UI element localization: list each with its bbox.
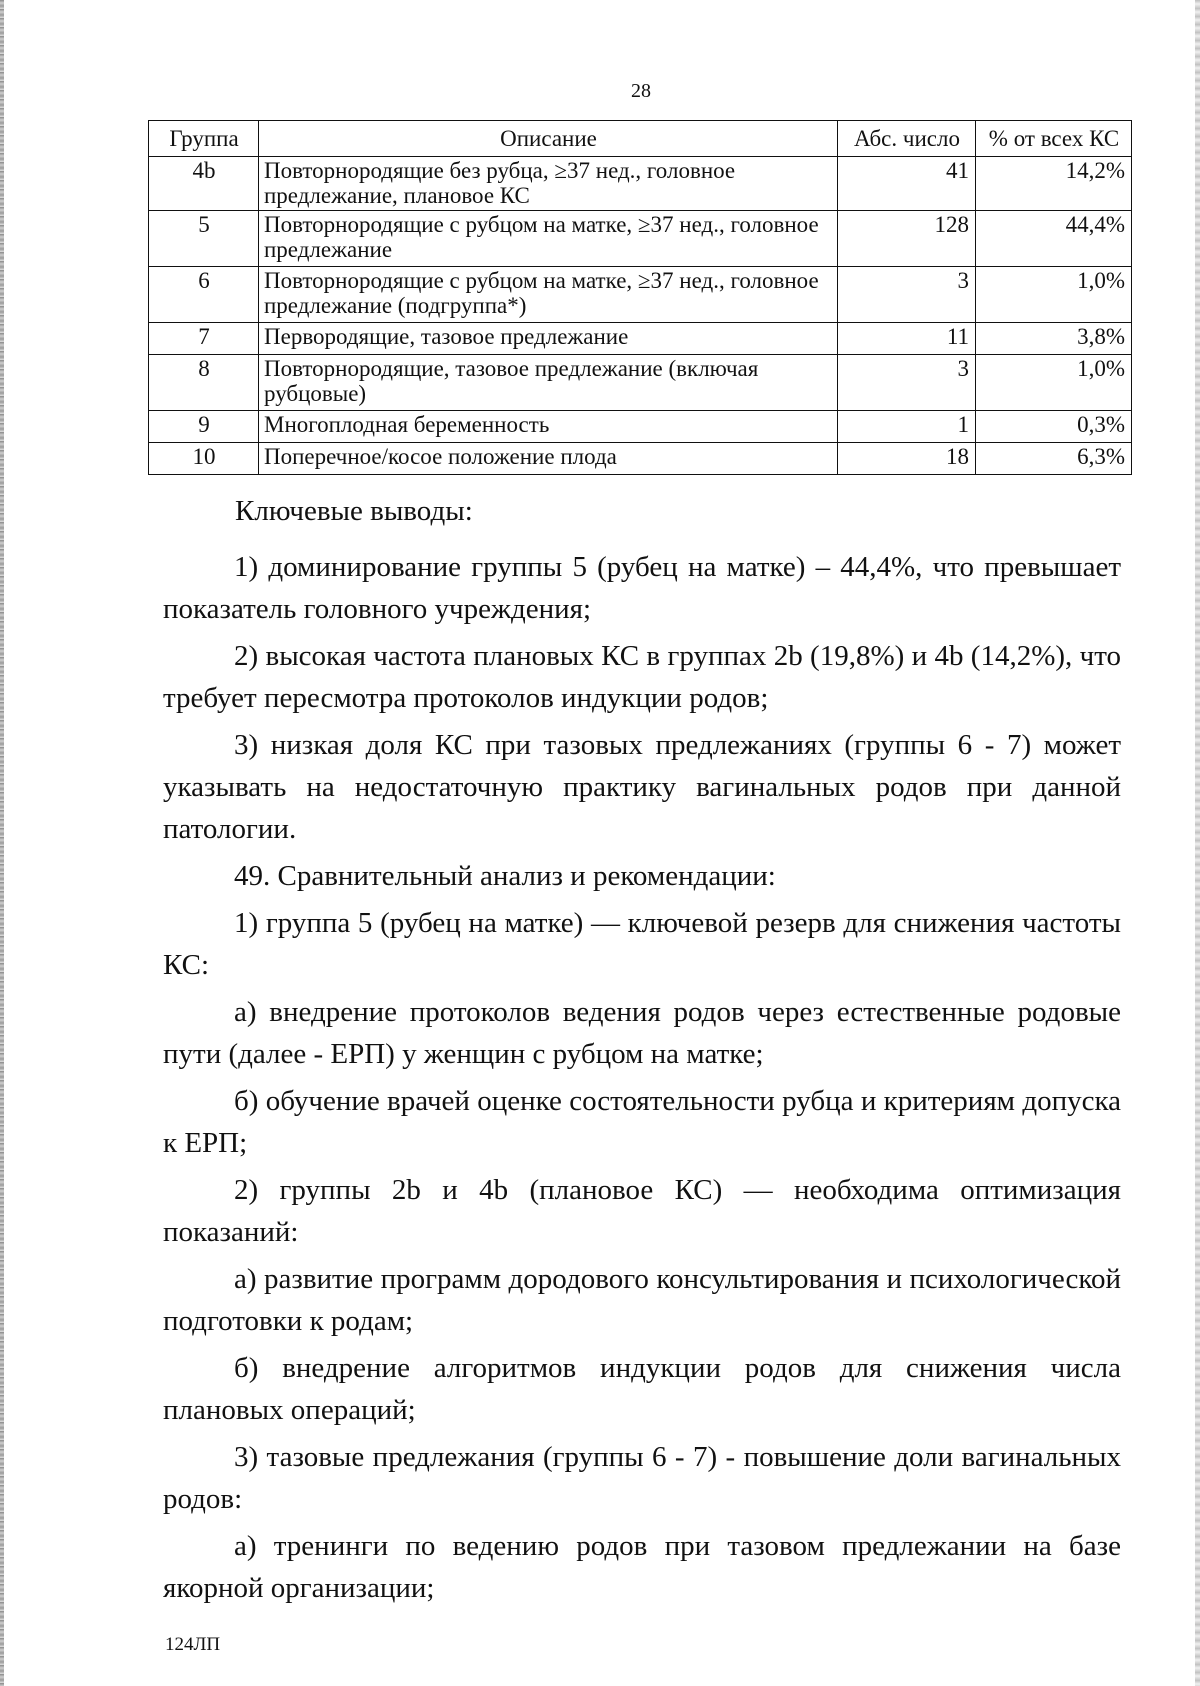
recommendation-item: б) обучение врачей оценке состоятельности рубца и критериям допуска к ЕРП;	[163, 1085, 1121, 1159]
cell-pct: 14,2%	[976, 157, 1132, 211]
cell-description: Повторнородящие без рубца, ≥37 нед., головное предлежание, плановое КС	[259, 157, 838, 211]
table-row	[149, 157, 1132, 211]
document-code: 124ЛП	[165, 1634, 221, 1655]
cell-group: 8	[149, 355, 259, 411]
table-row	[149, 355, 1132, 411]
cell-description: Повторнородящие с рубцом на матке, ≥37 нед., головное предлежание (подгруппа*)	[259, 267, 838, 323]
cell-group: 9	[149, 411, 259, 443]
cell-pct: 3,8%	[976, 323, 1132, 355]
recommendation-item: 2) группы 2b и 4b (плановое КС) — необходима оптимизация показаний:	[163, 1174, 1121, 1248]
table-row	[149, 411, 1132, 443]
cell-pct: 44,4%	[976, 211, 1132, 267]
cell-pct: 1,0%	[976, 267, 1132, 323]
recommendation-item: а) развитие программ дородового консультирования и психологической подготовки к родам;	[163, 1263, 1121, 1337]
recommendations-heading: 49. Сравнительный анализ и рекомендации:	[234, 860, 776, 892]
header-description: Описание	[259, 121, 838, 157]
cell-group: 10	[149, 443, 259, 475]
scan-edge-right	[1195, 0, 1200, 1686]
recommendation-item: 1) группа 5 (рубец на матке) — ключевой резерв для снижения частоты КС:	[163, 907, 1121, 981]
header-percent: % от всех КС	[976, 121, 1132, 157]
cell-pct: 1,0%	[976, 355, 1132, 411]
scan-edge-left	[0, 0, 4, 1686]
cell-group: 4b	[149, 157, 259, 211]
recommendation-item: б) внедрение алгоритмов индукции родов для снижения числа плановых операций;	[163, 1352, 1121, 1426]
cell-abs: 1	[838, 411, 976, 443]
cell-pct: 0,3%	[976, 411, 1132, 443]
cell-group: 5	[149, 211, 259, 267]
table-row	[149, 443, 1132, 475]
table-header-row	[149, 121, 1132, 157]
cell-description: Поперечное/косое положение плода	[259, 443, 838, 475]
cell-abs: 41	[838, 157, 976, 211]
cell-description: Многоплодная беременность	[259, 411, 838, 443]
conclusion-item: 1) доминирование группы 5 (рубец на матке) – 44,4%, что превышает показатель головного учреждения;	[163, 551, 1121, 625]
cell-group: 7	[149, 323, 259, 355]
conclusion-item: 3) низкая доля КС при тазовых предлежаниях (группы 6 - 7) может указывать на недостаточную практику вагинальных родов при данной патологии.	[163, 729, 1121, 845]
table-row	[149, 323, 1132, 355]
recommendation-item: а) тренинги по ведению родов при тазовом предлежании на базе якорной организации;	[163, 1530, 1121, 1604]
cell-pct: 6,3%	[976, 443, 1132, 475]
recommendation-item: а) внедрение протоколов ведения родов через естественные родовые пути (далее - ЕРП) у женщин с рубцом на матке;	[163, 996, 1121, 1070]
conclusion-item: 2) высокая частота плановых КС в группах 2b (19,8%) и 4b (14,2%), что требует пересмотра протоколов индукции родов;	[163, 640, 1121, 714]
recommendation-item: 3) тазовые предлежания (группы 6 - 7) - повышение доли вагинальных родов:	[163, 1441, 1121, 1515]
cell-abs: 128	[838, 211, 976, 267]
cell-group: 6	[149, 267, 259, 323]
cell-abs: 3	[838, 267, 976, 323]
cell-abs: 18	[838, 443, 976, 475]
body-text	[163, 490, 1121, 1614]
conclusions-heading: Ключевые выводы:	[235, 495, 473, 527]
cell-abs: 3	[838, 355, 976, 411]
cs-groups-table	[148, 120, 1132, 475]
page-number: 28	[631, 80, 651, 102]
table-row	[149, 211, 1132, 267]
cell-description: Повторнородящие, тазовое предлежание (включая рубцовые)	[259, 355, 838, 411]
table-row	[149, 267, 1132, 323]
cell-description: Повторнородящие с рубцом на матке, ≥37 нед., головное предлежание	[259, 211, 838, 267]
header-group: Группа	[149, 121, 259, 157]
header-abs-count: Абс. число	[838, 121, 976, 157]
cell-abs: 11	[838, 323, 976, 355]
cell-description: Первородящие, тазовое предлежание	[259, 323, 838, 355]
